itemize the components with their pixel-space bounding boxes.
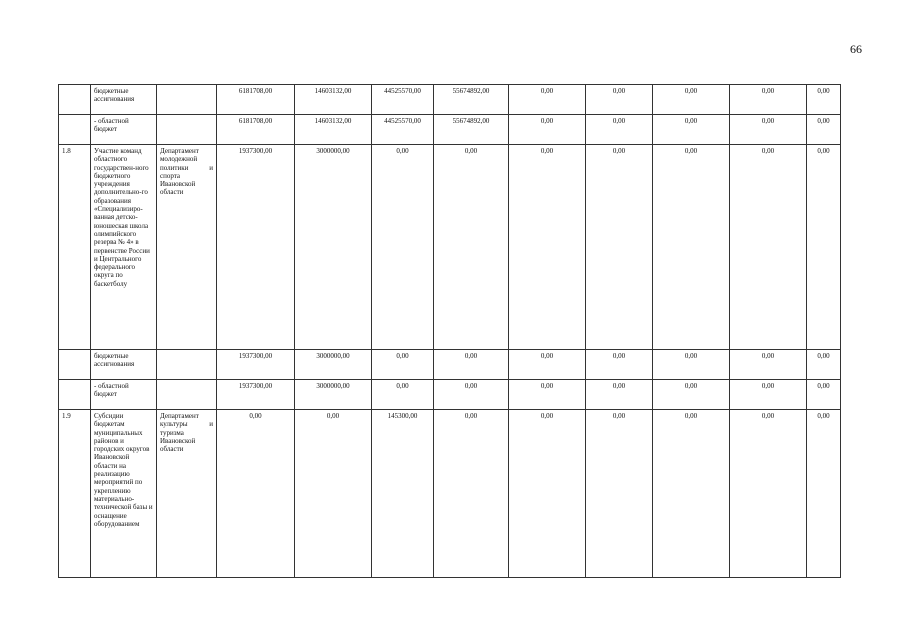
value-cell: 0,00 <box>586 380 653 410</box>
value-cell: 0,00 <box>217 410 295 578</box>
item-name-cell: бюджетные ассигнования <box>91 350 157 380</box>
value-cell: 14603132,00 <box>295 115 372 145</box>
value-cell: 0,00 <box>653 115 730 145</box>
value-cell: 0,00 <box>372 380 434 410</box>
item-name-cell: Участие команд областного государствен-ного бюджетного учреждения дополнительно-го образования «Специализиро-ванная детско-юношеская школа олимпийского резерва № 4» в первенстве России и Центрального федерального округа по баскетболу <box>91 145 157 350</box>
budget-table <box>58 84 841 578</box>
value-cell: 145300,00 <box>372 410 434 578</box>
value-cell: 3000000,00 <box>295 350 372 380</box>
value-cell: 55674892,00 <box>434 115 509 145</box>
executor-cell <box>157 115 217 145</box>
value-cell: 0,00 <box>509 115 586 145</box>
value-cell: 0,00 <box>586 350 653 380</box>
row-number-cell <box>59 115 91 145</box>
item-name-cell: Субсидии бюджетам муниципальных районов и городских округов Ивановской области на реализацию мероприятий по укреплению материально-технической базы и оснащение оборудованием <box>91 410 157 578</box>
value-cell: 0,00 <box>434 145 509 350</box>
value-cell: 0,00 <box>586 410 653 578</box>
value-cell: 0,00 <box>434 410 509 578</box>
row-number-cell <box>59 380 91 410</box>
value-cell: 0,00 <box>807 350 841 380</box>
value-cell: 0,00 <box>653 410 730 578</box>
value-cell: 0,00 <box>807 85 841 115</box>
table-row <box>59 115 841 145</box>
value-cell: 55674892,00 <box>434 85 509 115</box>
row-number-cell <box>59 85 91 115</box>
table-row <box>59 380 841 410</box>
value-cell: 0,00 <box>730 145 807 350</box>
value-cell: 3000000,00 <box>295 145 372 350</box>
table-row <box>59 145 841 350</box>
value-cell: 0,00 <box>434 350 509 380</box>
value-cell: 0,00 <box>509 350 586 380</box>
table-row <box>59 85 841 115</box>
executor-cell: Департамент культуры и туризма Ивановской области <box>157 410 217 578</box>
value-cell: 0,00 <box>730 380 807 410</box>
value-cell: 0,00 <box>509 410 586 578</box>
executor-cell: Департамент молодежной политики и спорта Ивановской области <box>157 145 217 350</box>
value-cell: 0,00 <box>586 115 653 145</box>
value-cell: 0,00 <box>586 85 653 115</box>
row-number-cell: 1.8 <box>59 145 91 350</box>
value-cell: 0,00 <box>807 115 841 145</box>
value-cell: 0,00 <box>295 410 372 578</box>
value-cell: 1937300,00 <box>217 350 295 380</box>
row-number-cell <box>59 350 91 380</box>
value-cell: 0,00 <box>807 145 841 350</box>
value-cell: 6181708,00 <box>217 85 295 115</box>
value-cell: 0,00 <box>509 85 586 115</box>
value-cell: 1937300,00 <box>217 380 295 410</box>
value-cell: 0,00 <box>653 350 730 380</box>
value-cell: 0,00 <box>730 115 807 145</box>
value-cell: 0,00 <box>730 410 807 578</box>
executor-cell <box>157 350 217 380</box>
item-name-cell: бюджетные ассигнования <box>91 85 157 115</box>
value-cell: 0,00 <box>653 85 730 115</box>
value-cell: 0,00 <box>807 380 841 410</box>
value-cell: 44525570,00 <box>372 115 434 145</box>
item-name-cell: - областной бюджет <box>91 380 157 410</box>
value-cell: 0,00 <box>807 410 841 578</box>
page-number: 66 <box>850 42 862 56</box>
value-cell: 0,00 <box>372 350 434 380</box>
value-cell: 14603132,00 <box>295 85 372 115</box>
value-cell: 0,00 <box>372 145 434 350</box>
value-cell: 6181708,00 <box>217 115 295 145</box>
value-cell: 44525570,00 <box>372 85 434 115</box>
value-cell: 0,00 <box>730 85 807 115</box>
value-cell: 1937300,00 <box>217 145 295 350</box>
value-cell: 0,00 <box>730 350 807 380</box>
table-row <box>59 410 841 578</box>
executor-cell <box>157 380 217 410</box>
row-number-cell: 1.9 <box>59 410 91 578</box>
value-cell: 0,00 <box>509 380 586 410</box>
value-cell: 0,00 <box>434 380 509 410</box>
value-cell: 3000000,00 <box>295 380 372 410</box>
value-cell: 0,00 <box>586 145 653 350</box>
value-cell: 0,00 <box>509 145 586 350</box>
value-cell: 0,00 <box>653 145 730 350</box>
table-row <box>59 350 841 380</box>
value-cell: 0,00 <box>653 380 730 410</box>
executor-cell <box>157 85 217 115</box>
item-name-cell: - областной бюджет <box>91 115 157 145</box>
